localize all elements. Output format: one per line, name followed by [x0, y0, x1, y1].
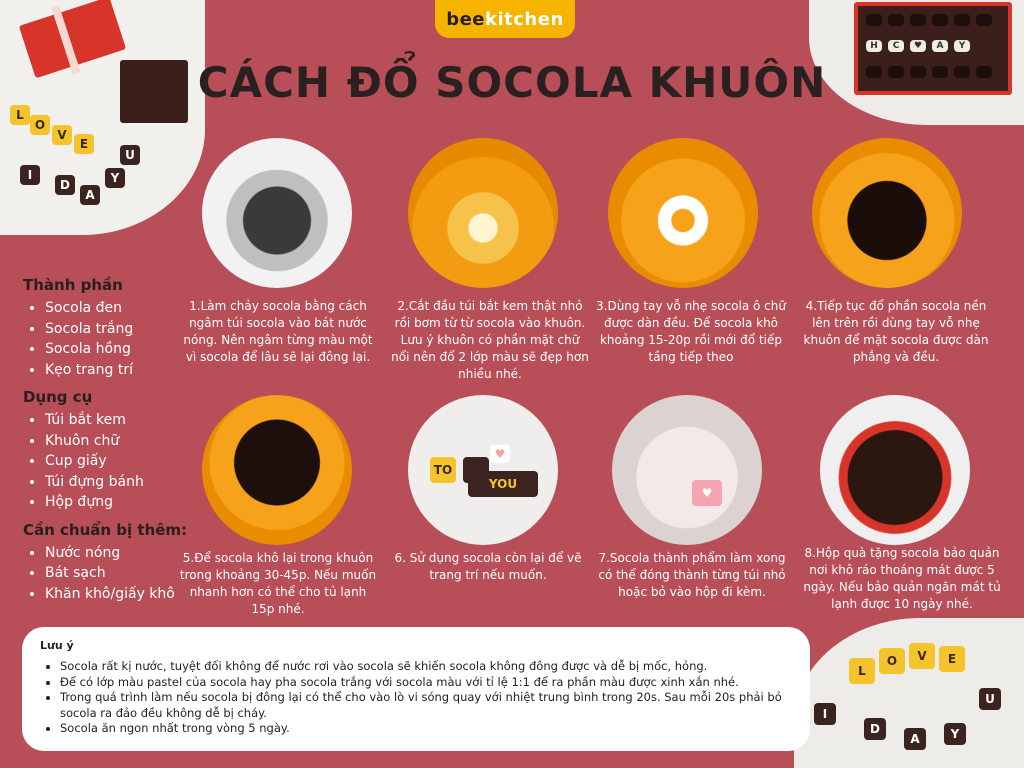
prep-list [23, 543, 188, 605]
ingredients-heading: Thành phần [23, 276, 123, 294]
step-1-image [202, 138, 352, 288]
step-6-image [408, 395, 558, 545]
step-1-text: 1.Làm chảy socola bằng cách ngâm túi socola vào bát nước nóng. Nên ngâm từng màu một vì socola để lâu sẽ lại đông lại. [183, 299, 373, 364]
letter-tile: U [120, 145, 140, 165]
step-8-text: 8.Hộp quà tặng socola bảo quản nơi khô ráo thoáng mát được 5 ngày. Nếu bảo quản ngăn mát tủ lạnh được 10 ngày nhé. [803, 546, 1001, 611]
step-5-image [202, 395, 352, 545]
tools-heading: Dụng cụ [23, 388, 93, 406]
list-item: • Trong quá trình làm nếu socola bị đông lại có thể cho vào lò vi sóng quay với nhiệt trung bình trong 20s. Sau mỗi 20s phải bỏ socola ra đảo đều không dễ bị cháy. [60, 690, 820, 721]
letter-tile: A [80, 185, 100, 205]
decor-photo-top-left [0, 0, 205, 235]
letter-tile: Y [105, 168, 125, 188]
brand-logo: bee kitchen [435, 0, 575, 38]
step-5-text: 5.Để socola khô lại trong khuôn trong khoảng 30-45p. Nếu muốn nhanh hơn có thể cho tủ lạnh 15p nhé. [179, 551, 377, 616]
step-2-image [408, 138, 558, 288]
notes-heading: Lưu ý [40, 639, 74, 652]
step-7-text: 7.Socola thành phẩm làm xong có thể đóng thành từng túi nhỏ hoặc bỏ vào hộp đi kèm. [598, 551, 786, 599]
decor-photo-bottom-right [794, 618, 1024, 768]
list-item: • Socola rất kị nước, tuyệt đối không để nước rơi vào socola sẽ khiến socola không đông được và dễ bị mốc, hỏng. [60, 659, 820, 675]
letter-tile: I [20, 165, 40, 185]
list-item: • Bát sạch [45, 563, 188, 584]
letter-tile: YOU [468, 471, 538, 497]
prep-heading: Cần chuẩn bị thêm: [23, 520, 188, 539]
list-item: • Socola trắng [45, 319, 188, 340]
letter-tile: E [74, 134, 94, 154]
letter-tile: I [814, 703, 836, 725]
ingredients-panel [23, 276, 188, 612]
ingredients-list [23, 298, 188, 380]
list-item: • Socola đen [45, 298, 188, 319]
letter-tile: D [55, 175, 75, 195]
heart-chocolate: ♥ [692, 480, 722, 506]
letter-tile: Y [944, 723, 966, 745]
list-item: • Kẹo trang trí [45, 360, 188, 381]
list-item: • Hộp đựng [45, 492, 188, 513]
page-title: CÁCH ĐỔ SOCOLA KHUÔN [197, 58, 827, 107]
letter-tile: O [879, 648, 905, 674]
list-item: • Túi đựng bánh [45, 472, 188, 493]
list-item: • Socola ăn ngon nhất trong vòng 5 ngày. [60, 721, 820, 737]
letter-tile: E [939, 646, 965, 672]
letter-tile: D [864, 718, 886, 740]
step-4-text: 4.Tiếp tục đổ phần socola nền lên trên rồi dùng tay vỗ nhẹ khuôn để mặt socola được dàn phẳng và đều. [803, 299, 989, 364]
notes-list [40, 659, 820, 737]
step-8-image [820, 395, 970, 545]
step-3-image [608, 138, 758, 288]
letter-tile: A [904, 728, 926, 750]
step-4-image [812, 138, 962, 288]
step-3-text: 3.Dùng tay vỗ nhẹ socola ô chữ được dàn đều. Để socola khô khoảng 15-20p rồi mới đổ tiếp tầng tiếp theo [596, 299, 786, 364]
list-item: • Nước nóng [45, 543, 188, 564]
list-item: • Cup giấy [45, 451, 188, 472]
tools-list [23, 410, 188, 513]
list-item: • Túi bắt kem [45, 410, 188, 431]
step-7-image [612, 395, 762, 545]
notes-box [22, 627, 810, 751]
letter-tile: L [10, 105, 30, 125]
list-item: • Khăn khô/giấy khô [45, 584, 188, 605]
letter-tile: V [909, 643, 935, 669]
chocolate-box: H C ♥ A Y [854, 2, 1012, 95]
list-item: • Khuôn chữ [45, 431, 188, 452]
step-2-text: 2.Cắt đầu túi bắt kem thật nhỏ rồi bơm từ từ socola vào khuôn. Lưu ý khuôn có phần mặt chữ nổi nên đổ 2 lớp màu sẽ đẹp hơn nhiều nhé. [391, 299, 589, 381]
letter-tile: L [849, 658, 875, 684]
heart-tile: ♥ [490, 445, 510, 463]
letter-tile: V [52, 125, 72, 145]
list-item: • Để có lớp màu pastel của socola hay pha socola trắng với socola màu với tỉ lệ 1:1 để ra phần màu được xinh xắn nhé. [60, 675, 820, 691]
letter-tile: U [979, 688, 1001, 710]
letter-tile: O [30, 115, 50, 135]
list-item: • Socola hồng [45, 339, 188, 360]
letter-tile: TO [430, 457, 456, 483]
step-6-text: 6. Sử dụng socola còn lại để vẽ trang trí nếu muốn. [394, 551, 582, 582]
